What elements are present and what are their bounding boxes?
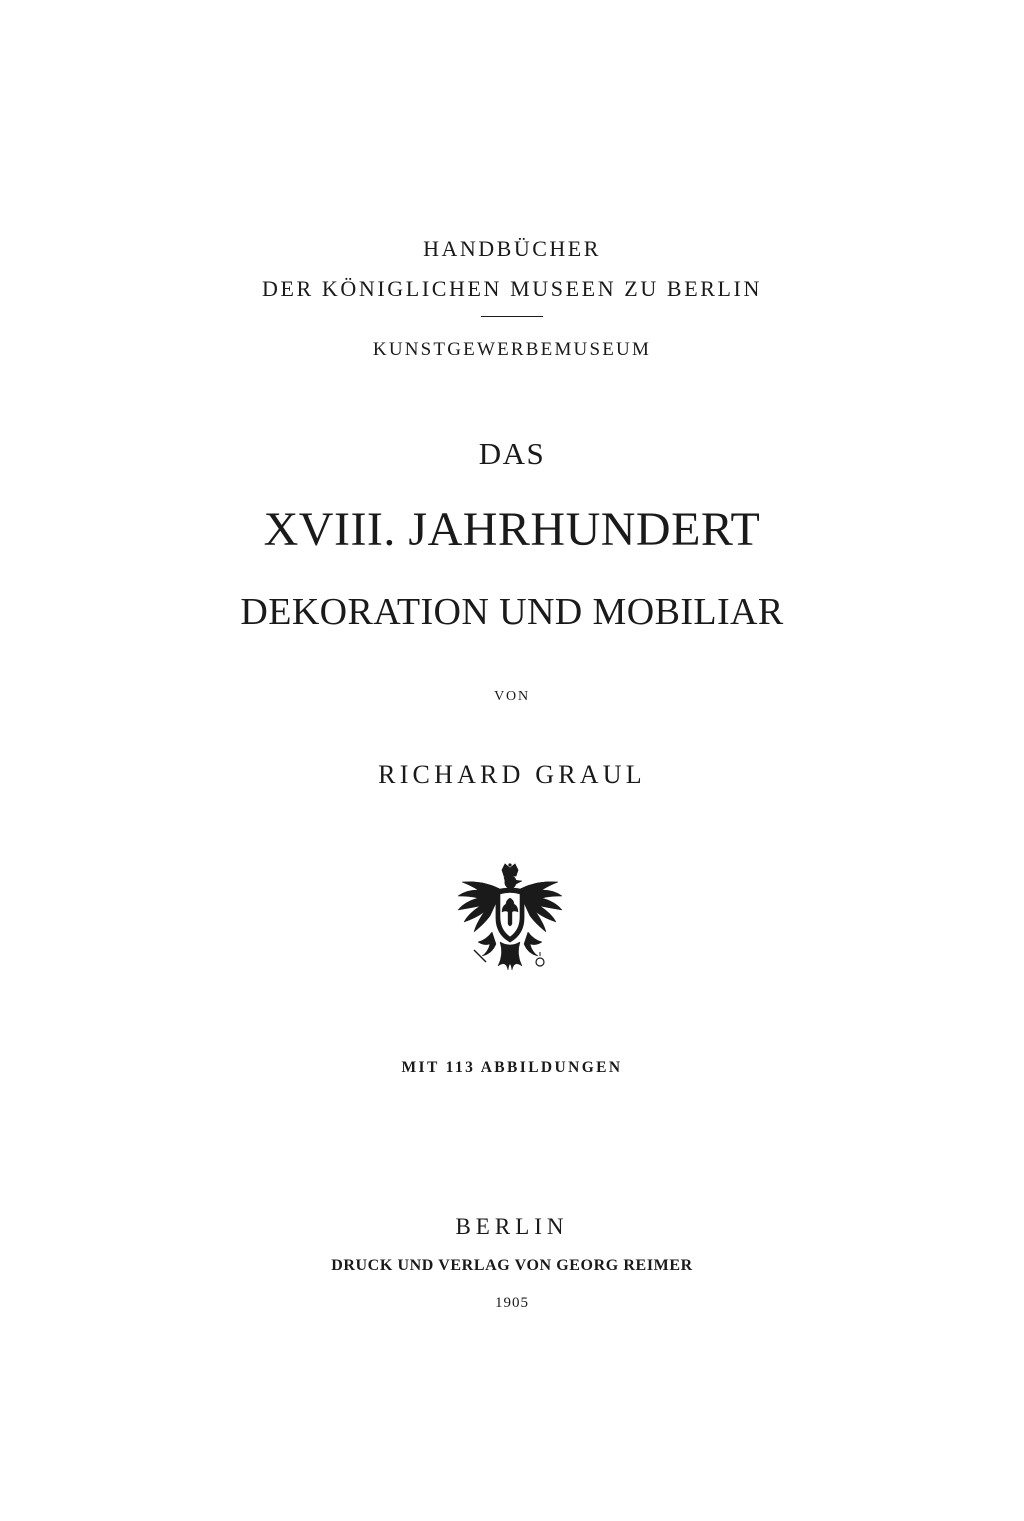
museum-name: KUNSTGEWERBEMUSEUM bbox=[372, 339, 652, 360]
main-title: XVIII. JAHRHUNDERT bbox=[263, 503, 761, 556]
divider-rule bbox=[481, 316, 543, 317]
imprint-publisher: DRUCK UND VERLAG VON GEORG REIMER bbox=[331, 1257, 693, 1274]
illustrations-note: MIT 113 ABBILDUNGEN bbox=[401, 1059, 623, 1076]
prussian-eagle-icon bbox=[452, 862, 568, 980]
imprint-city: BERLIN bbox=[455, 1214, 569, 1239]
imprint-year: 1905 bbox=[495, 1295, 529, 1311]
byline-von: VON bbox=[494, 689, 530, 704]
series-title-line-2: DER KÖNIGLICHEN MUSEEN ZU BERLIN bbox=[262, 276, 762, 301]
series-title-line-1: HANDBÜCHER bbox=[423, 236, 601, 261]
author-name: RICHARD GRAUL bbox=[378, 760, 646, 789]
title-article: DAS bbox=[478, 436, 546, 471]
subtitle: DEKORATION UND MOBILIAR bbox=[240, 591, 784, 633]
